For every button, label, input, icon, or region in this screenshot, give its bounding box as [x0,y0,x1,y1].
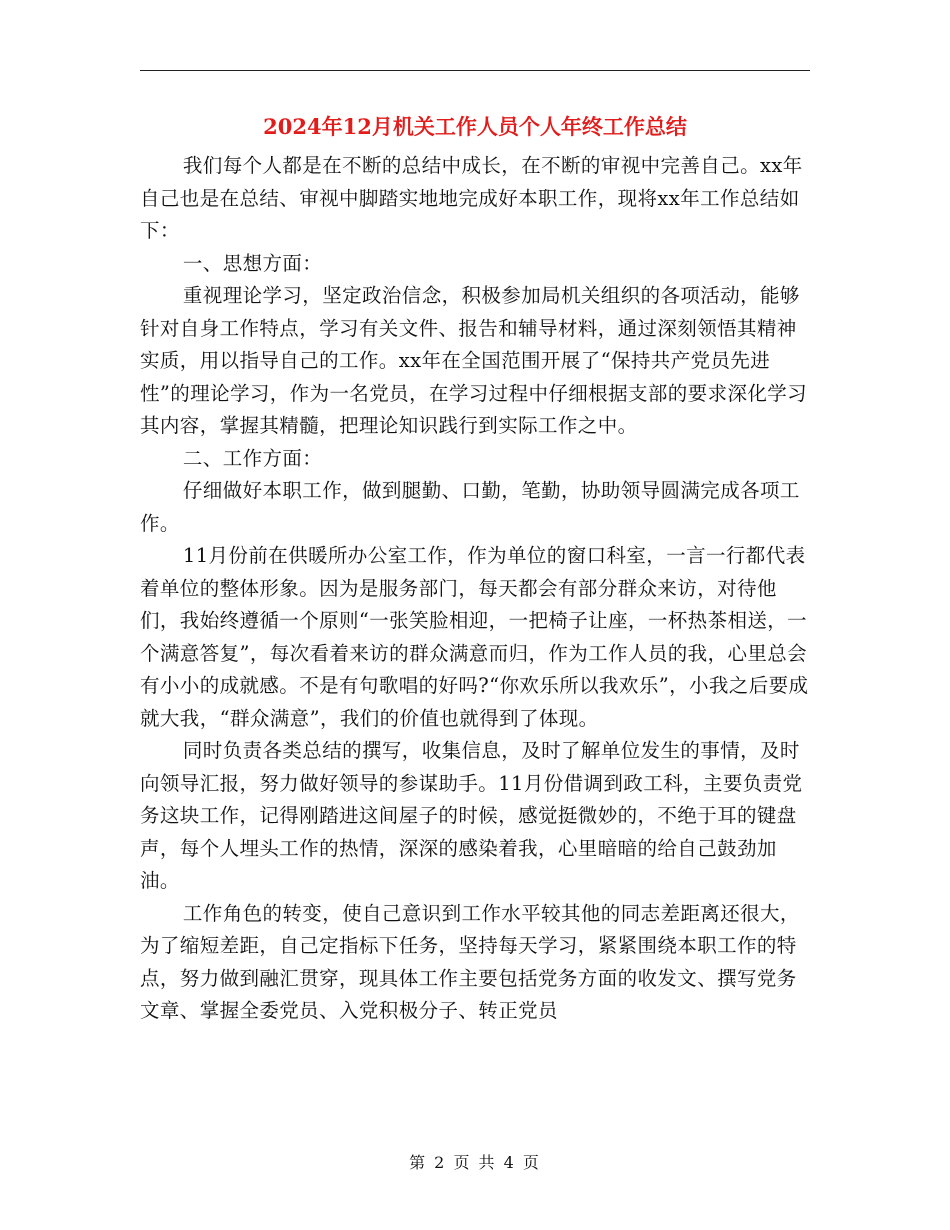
paragraph-ideology: 重视理论学习，坚定政治信念，积极参加局机关组织的各项活动，能够针对自身工作特点，学习有关文件、报告和辅导材料，通过深刻领悟其精神实质，用以指导自己的工作。xx年在全国范围开展了“保持共产党员先进性”的理论学习，作为一名党员，在学习过程中仔细根据支部的要求深化学习其内容，掌握其精髓，把理论知识践行到实际工作之中。 [140,284,808,437]
paragraph-heating-office: 11月份前在供暖所办公室工作，作为单位的窗口科室，一言一行都代表着单位的整体形象。因为是服务部门，每天都会有部分群众来访，对待他们，我始终遵循一个原则“一张笑脸相迎，一把椅子让座，一杯热茶相送，一个满意答复”，每次看着来访的群众满意而归，作为工作人员的我，心里总会有小小的成就感。不是有句歌唱的好吗?“你欢乐所以我欢乐”，小我之后要成就大我，“群众满意”，我们的价值也就得到了体现。 [140,544,809,730]
paragraph-intro: 我们每个人都是在不断的总结中成长，在不断的审视中完善自己。xx年自己也是在总结、审视中脚踏实地地完成好本职工作，现将xx年工作总结如下： [140,154,803,242]
paragraph-role-change: 工作角色的转变，使自己意识到工作水平较其他的同志差距离还很大，为了缩短差距，自己定指标下任务，坚持每天学习，紧紧围绕本职工作的特点，努力做到融汇贯穿，现具体工作主要包括党务方面的收发文、撰写党务文章、掌握全委党员、入党积极分子、转正党员 [140,901,800,1022]
section-heading-work: 二、工作方面： [182,446,323,470]
header-rule [140,70,810,71]
document-title: 2024年12月机关工作人员个人年终工作总结 [263,114,687,139]
paragraph-summaries: 同时负责各类总结的撰写，收集信息，及时了解单位发生的事情，及时向领导汇报，努力做好领导的参谋助手。11月份借调到政工科，主要负责党务这块工作，记得刚踏进这间屋子的时候，感觉挺微妙的，不绝于耳的键盘声，每个人埋头工作的热情，深深的感染着我，心里暗暗的给自己鼓劲加油。 [140,739,803,892]
section-heading-ideology: 一、思想方面： [182,251,323,275]
document-body [140,150,810,1028]
paragraph-work-duty: 仔细做好本职工作，做到腿勤、口勤，笔勤，协助领导圆满完成各项工作。 [140,479,800,535]
page-number: 第 2 页 共 4 页 [409,1153,541,1172]
